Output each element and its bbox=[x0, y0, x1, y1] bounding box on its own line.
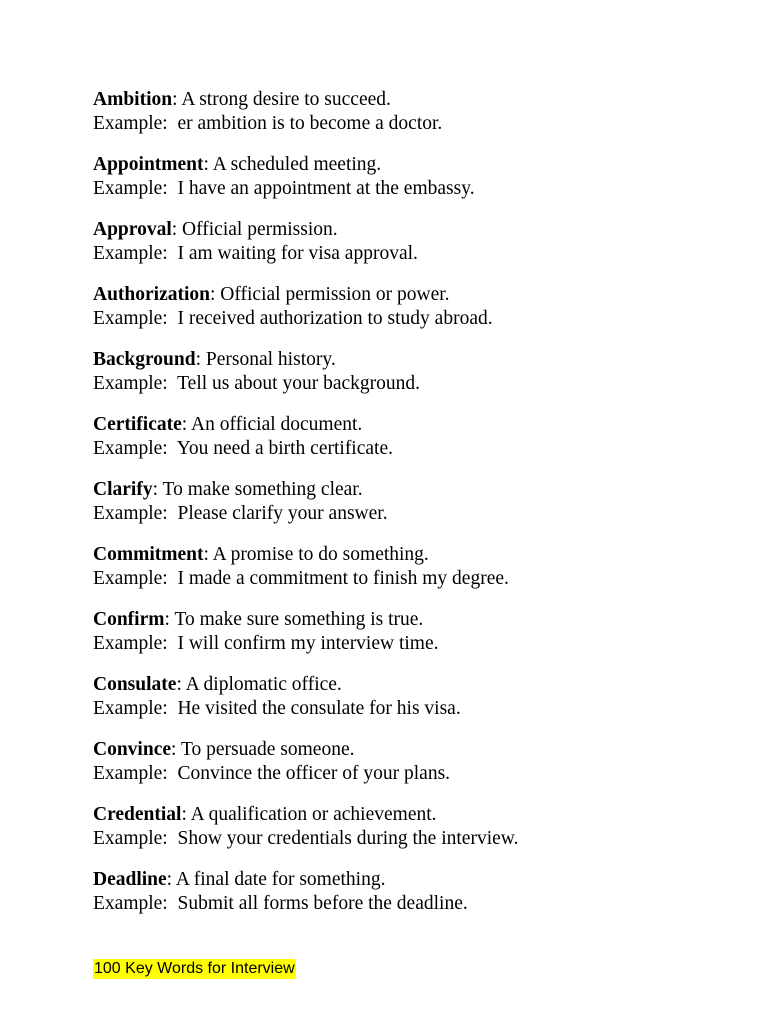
vocab-definition: : Personal history. bbox=[195, 349, 336, 370]
vocab-entry bbox=[93, 543, 733, 608]
vocab-entry bbox=[93, 153, 733, 218]
definition-line bbox=[93, 868, 733, 892]
vocab-term: Credential bbox=[93, 804, 182, 825]
definition-line bbox=[93, 543, 733, 567]
vocab-example: Example: I received authorization to study abroad. bbox=[93, 308, 493, 329]
vocab-definition: : A strong desire to succeed. bbox=[172, 89, 391, 110]
vocab-entry bbox=[93, 88, 733, 153]
vocab-definition: : Official permission. bbox=[171, 219, 338, 240]
vocab-example: Example: I will confirm my interview time. bbox=[93, 633, 439, 654]
vocab-entry bbox=[93, 738, 733, 803]
vocab-term: Appointment bbox=[93, 154, 204, 175]
vocab-entry bbox=[93, 413, 733, 478]
vocab-definition: : Official permission or power. bbox=[210, 284, 450, 305]
vocab-example: Example: Show your credentials during the interview. bbox=[93, 828, 519, 849]
definition-line bbox=[93, 88, 733, 112]
vocab-entry bbox=[93, 868, 733, 933]
vocab-example: Example: Submit all forms before the deadline. bbox=[93, 893, 468, 914]
definition-line bbox=[93, 218, 733, 242]
vocab-entry bbox=[93, 348, 733, 413]
vocab-term: Commitment bbox=[93, 544, 204, 565]
vocab-term: Authorization bbox=[93, 284, 210, 305]
vocab-definition: : A promise to do something. bbox=[203, 544, 429, 565]
vocab-example: Example: He visited the consulate for his visa. bbox=[93, 698, 461, 719]
definition-line bbox=[93, 478, 733, 502]
vocab-term: Confirm bbox=[93, 609, 165, 630]
vocab-term: Convince bbox=[93, 739, 171, 760]
vocab-definition: : To persuade someone. bbox=[171, 739, 355, 760]
vocab-example: Example: Please clarify your answer. bbox=[93, 503, 388, 524]
definition-line bbox=[93, 153, 733, 177]
vocab-example: Example: Tell us about your background. bbox=[93, 373, 420, 394]
vocab-term: Certificate bbox=[93, 414, 182, 435]
vocab-term: Ambition bbox=[93, 89, 173, 110]
vocab-example: Example: er ambition is to become a doctor. bbox=[93, 113, 443, 134]
vocabulary-list bbox=[93, 88, 733, 933]
vocab-definition: : A qualification or achievement. bbox=[181, 804, 437, 825]
footer-highlighted-title: 100 Key Words for Interview bbox=[94, 960, 295, 977]
definition-line bbox=[93, 348, 733, 372]
vocab-example: Example: I am waiting for visa approval. bbox=[93, 243, 418, 264]
definition-line bbox=[93, 413, 733, 437]
vocab-term: Clarify bbox=[93, 479, 153, 500]
vocab-definition: : A final date for something. bbox=[166, 869, 386, 890]
vocab-term: Deadline bbox=[93, 869, 167, 890]
vocab-example: Example: Convince the officer of your plans. bbox=[93, 763, 451, 784]
vocab-definition: : A scheduled meeting. bbox=[203, 154, 382, 175]
vocab-entry bbox=[93, 608, 733, 673]
vocab-entry bbox=[93, 478, 733, 543]
vocab-entry bbox=[93, 218, 733, 283]
vocab-term: Consulate bbox=[93, 674, 177, 695]
definition-line bbox=[93, 608, 733, 632]
vocab-definition: : To make sure something is true. bbox=[164, 609, 424, 630]
vocab-term: Approval bbox=[93, 219, 172, 240]
definition-line bbox=[93, 283, 733, 307]
vocab-example: Example: I have an appointment at the embassy. bbox=[93, 178, 475, 199]
vocab-term: Background bbox=[93, 349, 196, 370]
definition-line bbox=[93, 738, 733, 762]
definition-line bbox=[93, 673, 733, 697]
vocab-entry bbox=[93, 673, 733, 738]
vocab-definition: : To make something clear. bbox=[152, 479, 363, 500]
vocab-definition: : An official document. bbox=[181, 414, 363, 435]
vocab-entry bbox=[93, 283, 733, 348]
vocab-entry bbox=[93, 803, 733, 868]
definition-line bbox=[93, 803, 733, 827]
vocab-example: Example: I made a commitment to finish my degree. bbox=[93, 568, 509, 589]
vocab-definition: : A diplomatic office. bbox=[176, 674, 342, 695]
vocab-example: Example: You need a birth certificate. bbox=[93, 438, 393, 459]
